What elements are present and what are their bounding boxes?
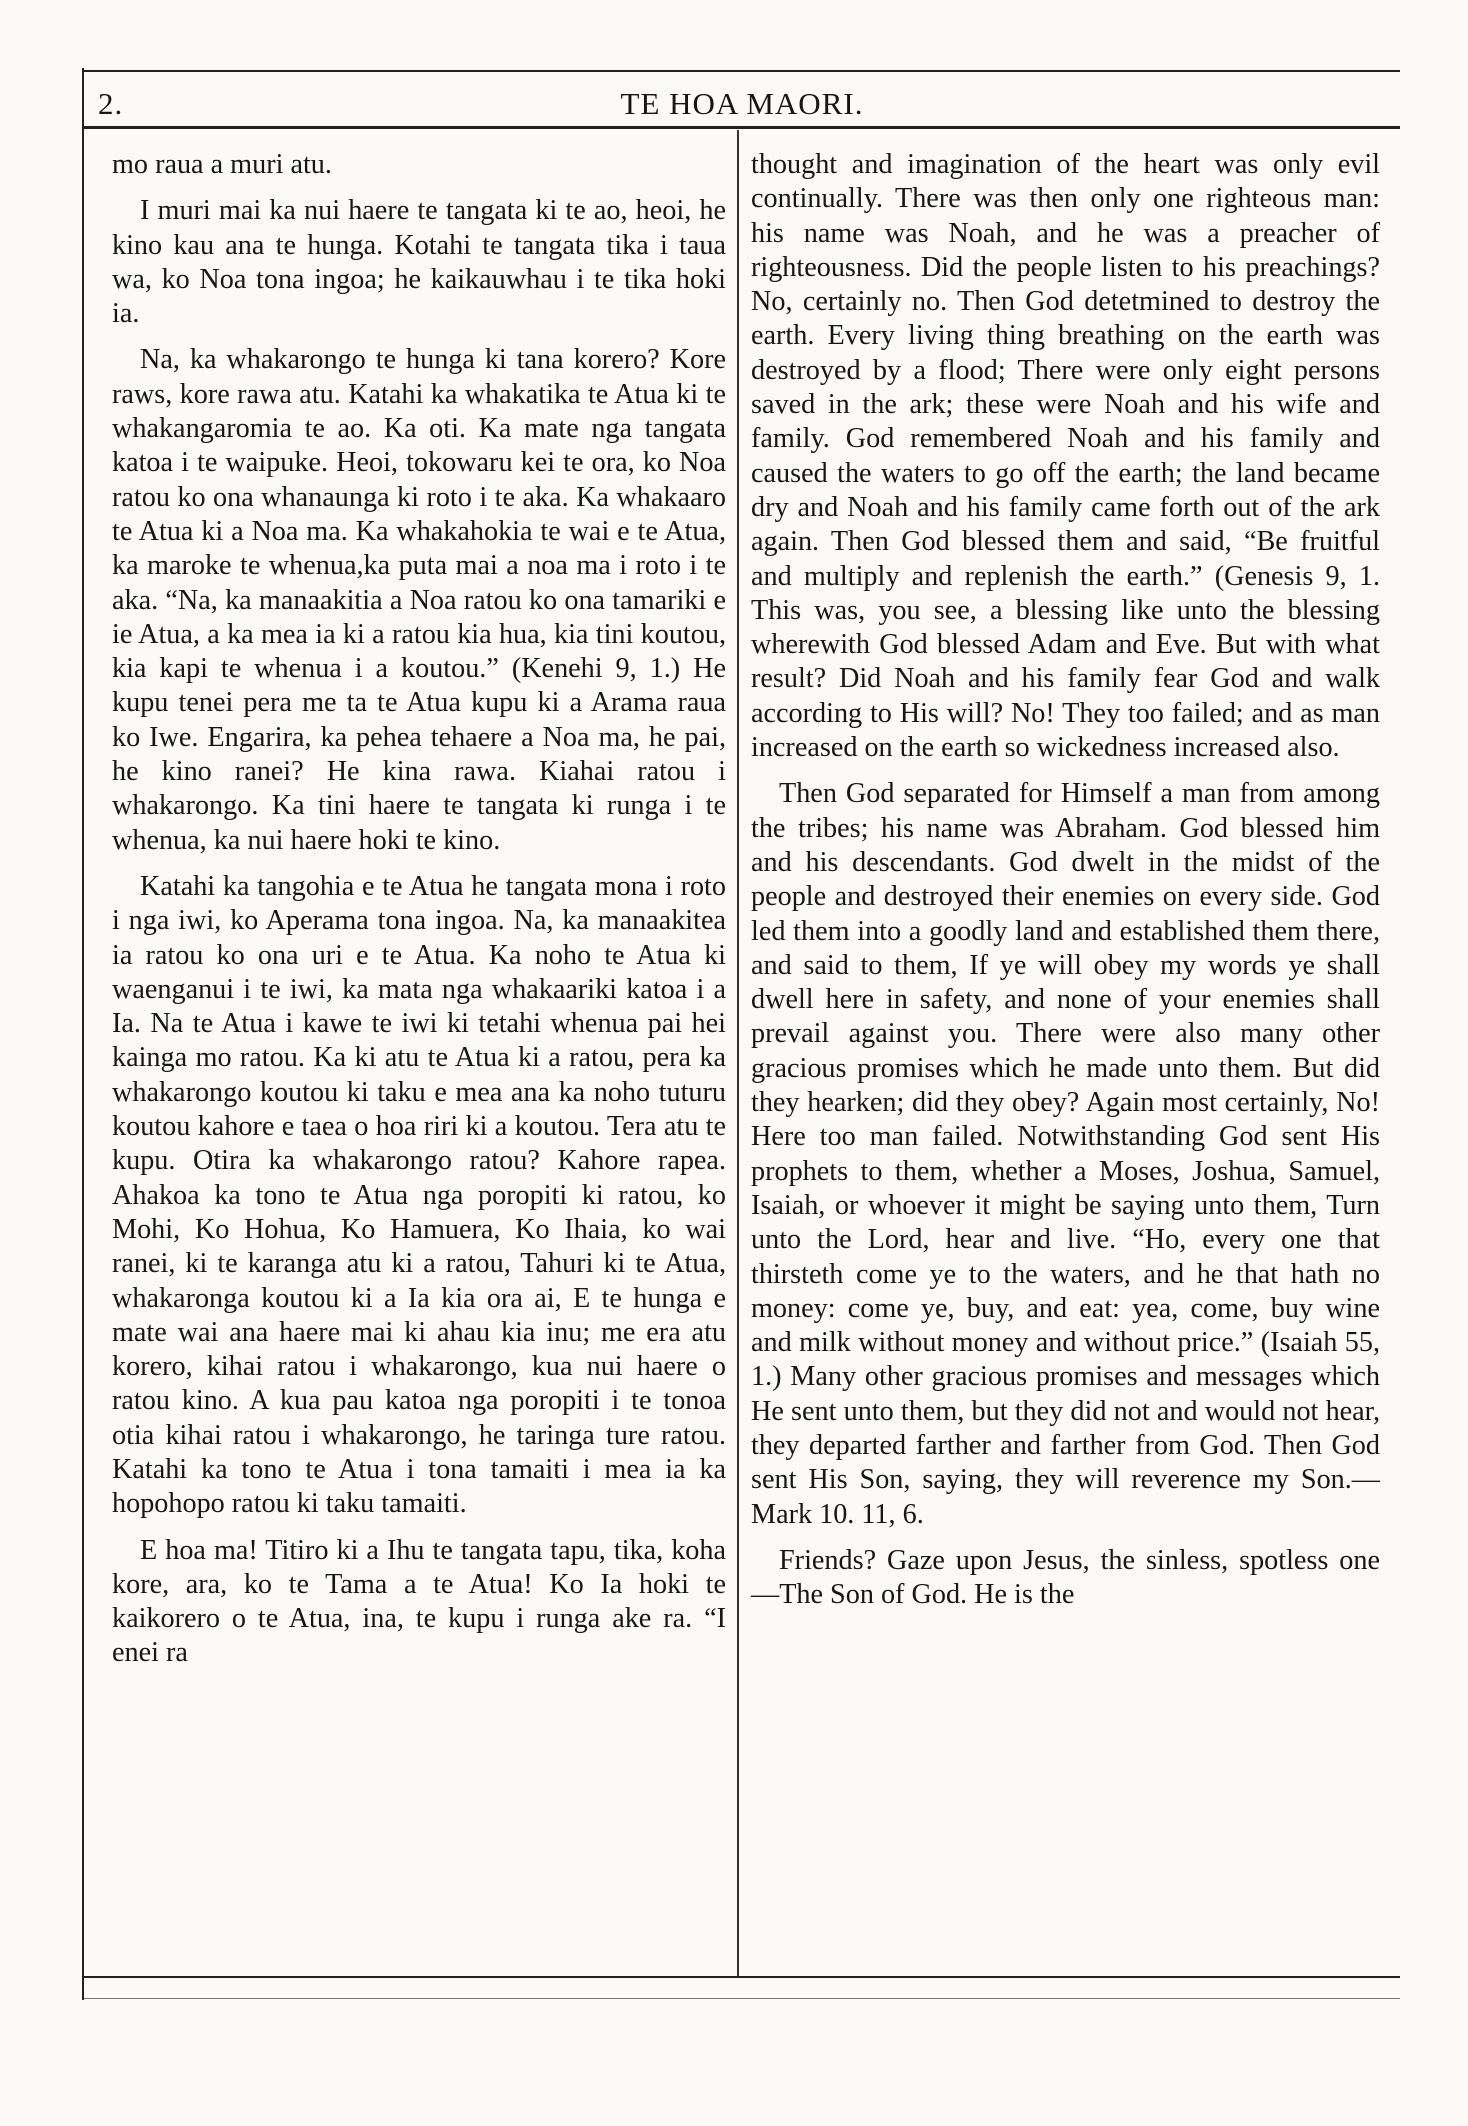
top-rule (84, 70, 1400, 72)
bottom-rule (84, 1976, 1400, 1978)
paragraph: Then God separated for Himself a man from among the tribes; his name was Abraham. God blessed him and his descendants. God dwelt in the midst of the people and destroyed their enemies on every side. God led them into a goodly land and established them there, and said to them, If ye will obey my words ye shall dwell here in safety, and none of your enemies shall prevail against you. There were also many other gracious promises which he made unto them. But did they hearken; did they obey? Again most certainly, No! Here too man failed. Notwithstanding God sent His prophets to them, whether a Moses, Joshua, Samuel, Isaiah, or whoever it might be saying unto them, Turn unto the Lord, hear and live. “Ho, every one that thirsteth come ye to the waters, and he that hath no money: come ye, buy, and eat: yea, come, buy wine and milk without money and without price.” (Isaiah 55, 1.) Many other gracious promises and messages which He sent unto them, but they did not and would not hear, they departed farther and farther from God. Then God sent His Son, saying, they will reverence my Son.—Mark 10. 11, 6. (751, 778, 1380, 1530)
publication-title: TE HOA MAORI. (620, 86, 864, 121)
header-rule (84, 126, 1400, 129)
column-divider (737, 130, 739, 1976)
left-column-maori (112, 148, 726, 1683)
paragraph: Friends? Gaze upon Jesus, the sinless, spotless one—The Son of God. He is the (751, 1544, 1380, 1611)
paragraph: Katahi ka tangohia e te Atua he tangata mona i roto i nga iwi, ko Aperama tona ingoa. Na, ka manaakitea ia ratou ko ona uri e te Atua. Ka noho te Atua ki waenganui i te iwi, ka mata nga whakaariki katoa i a Ia. Na te Atua i kawe te iwi ki tetahi whenua pai hei kainga mo ratou. Ka ki atu te Atua ki a ratou, pera ka whakarongo koutou ki taku e mea ana ka noho tuturu koutou kahore e taea o hoa riri ki a koutou. Tera atu te kupu. Otira ka whakarongo ratou? Kahore rapea. Ahakoa ka tono te Atua nga poropiti ki ratou, ko Mohi, Ko Hohua, Ko Hamuera, Ko Ihaia, ko wai ranei, ki te karanga atu ki a ratou, Tahuri ki te Atua, whakaronga koutou ki a Ia kia ora ai, E te hunga e mate wai ana haere mai ki ahau kia inu; me era atu korero, kihai ratou i whakarongo, kua nui haere o ratou kino. A kua pau katoa nga poropiti i te tonoa otia kihai ratou i whakarongo, he taringa ture ratou. Katahi ka tono te Atua i tona tamaiti i mea ia ka hopohopo ratou ki taku tamaiti. (112, 870, 726, 1520)
paragraph: mo raua a muri atu. (112, 149, 332, 180)
paragraph: I muri mai ka nui haere te tangata ki te ao, heoi, he kino kau ana te hunga. Kotahi te tangata tika i taua wa, ko Noa tona ingoa; he kaikauwhau i te tika hoki ia. (112, 195, 726, 330)
bottom-rule-thin (84, 1998, 1400, 1999)
paragraph: thought and imagination of the heart was only evil continually. There was then only one righteous man: his name was Noah, and he was a preacher of righteousness. Did the people listen to his preachings? No, certainly no. Then God detetmined to destroy the earth. Every living thing breathing on the earth was destroyed by a flood; There were only eight persons saved in the ark; these were Noah and his wife and family. God remembered Noah and his family and caused the waters to go off the earth; the land became dry and Noah and his family came forth out of the ark again. Then God blessed them and said, “Be fruitful and multiply and replenish the earth.” (Genesis 9, 1. This was, you see, a blessing like unto the blessing wherewith God blessed Adam and Eve. But with what result? Did Noah and his family fear God and walk according to His will? No! They too failed; and as man increased on the earth so wickedness increased also. (751, 149, 1380, 764)
paragraph: Na, ka whakarongo te hunga ki tana korero? Kore raws, kore rawa atu. Katahi ka whakatika te Atua ki te whakangaromia te ao. Ka oti. Ka mate nga tangata katoa i te waipuke. Heoi, tokowaru kei te ora, ko Noa ratou ko ona whanaunga ki roto i te aka. Ka whakaaro te Atua ki a Noa ma. Ka whakahokia te wai e te Atua, ka maroke te whenua,ka puta mai a noa ma i roto i te aka. “Na, ka manaakitia a Noa ratou ko ona tamariki e ie Atua, a ka mea ia ki a ratou kia hua, kia tini koutou, kia kapi te whenua i a koutou.” (Kenehi 9, 1.) He kupu tenei pera me ta te Atua kupu ki a Arama raua ko Iwe. Engarira, ka pehea tehaere a Noa ma, he pai, he kino ranei? He kina rawa. Kiahai ratou i whakarongo. Ka tini haere te tangata ki runga i te whenua, ka nui haere hoki te kino. (112, 344, 726, 856)
paragraph: E hoa ma! Titiro ki a Ihu te tangata tapu, tika, koha kore, ara, ko te Tama a te Atua! Ko Ia hoki te kaikorero o te Atua, ina, te kupu i runga ake ra. “I enei ra (112, 1534, 726, 1669)
page-number: 2. (98, 86, 124, 121)
right-column-english (751, 148, 1380, 1624)
page-header (84, 78, 1400, 126)
